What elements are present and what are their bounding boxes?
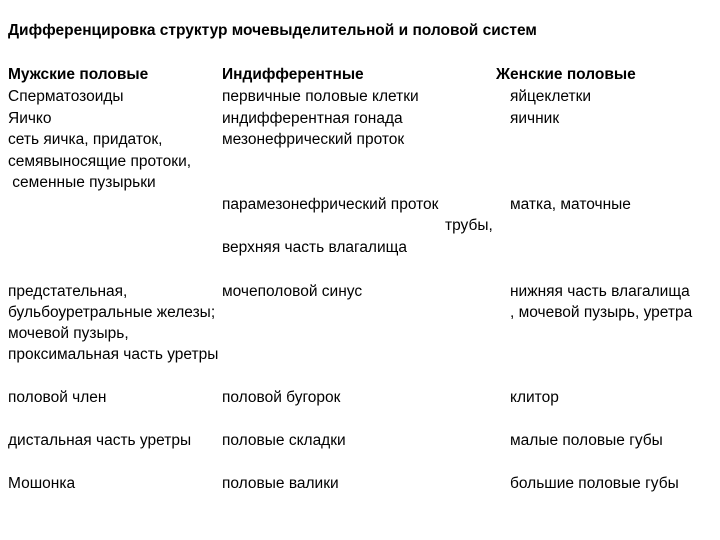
male-item: предстательная,: [8, 283, 128, 300]
male-item: сеть яичка, придаток,: [8, 131, 163, 148]
female-item: яичник: [510, 110, 560, 127]
male-item: семенные пузырьки: [8, 174, 156, 191]
female-item: клитор: [510, 389, 559, 406]
female-item: яйцеклетки: [510, 88, 592, 105]
female-item: малые половые губы: [510, 432, 663, 449]
page-title: Дифференцировка структур мочевыделительной и половой систем: [8, 22, 537, 39]
male-item: Сперматозоиды: [8, 88, 124, 105]
female-item: трубы,: [445, 217, 493, 234]
indifferent-item: индифферентная гонада: [222, 110, 403, 127]
indifferent-item: парамезонефрический проток: [222, 196, 439, 213]
indifferent-item: половые складки: [222, 432, 346, 449]
indifferent-item: половой бугорок: [222, 389, 341, 406]
male-item: семявыносящие протоки,: [8, 153, 192, 170]
female-item: , мочевой пузырь, уретра: [510, 304, 693, 321]
female-item: матка, маточные: [510, 196, 631, 213]
indifferent-item: мочеполовой синус: [222, 283, 363, 300]
indifferent-item: половые валики: [222, 475, 339, 492]
header-female: Женские половые: [496, 66, 636, 83]
female-item: нижняя часть влагалища: [510, 283, 690, 300]
indifferent-item: первичные половые клетки: [222, 88, 419, 105]
male-item: бульбоуретральные железы;: [8, 304, 216, 321]
header-male: Мужские половые: [8, 66, 149, 83]
indifferent-item: верхняя часть влагалища: [222, 239, 408, 256]
male-item: Яичко: [8, 110, 52, 127]
male-item: Мошонка: [8, 475, 76, 492]
female-item: большие половые губы: [510, 475, 679, 492]
male-item: дистальная часть уретры: [8, 432, 192, 449]
male-item: мочевой пузырь,: [8, 325, 129, 342]
indifferent-item: мезонефрический проток: [222, 131, 405, 148]
male-item: проксимальная часть уретры: [8, 346, 219, 363]
header-indifferent: Индифферентные: [222, 66, 364, 83]
male-item: половой член: [8, 389, 107, 406]
